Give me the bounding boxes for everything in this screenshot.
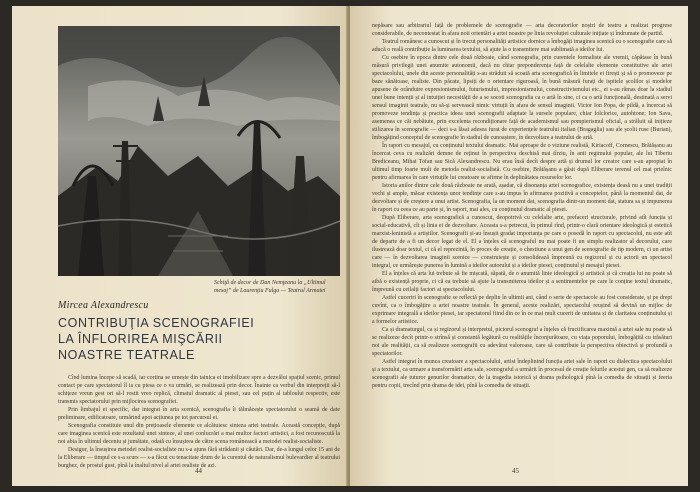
stage-design-illustration [58, 26, 340, 276]
paragraph: Scenografia constituie unul din prețioasele elemente ce alcătuiesc sinteza artei teatrale. Această concepție, după care imaginea scenică este rezultatul unei sinteze, al unei conlucrări a mai multor factori artistici, a fost recunoscută la noi abia în ultimul deceniu și jumătate, odată cu însușirea de către scena românească a metodei realist-socialiste. [58, 423, 340, 445]
paragraph: Astfel integrat în munca creatoare a spectacolului, artist îndeplinind funcția artei sale în raport cu dialectica spectacolului și a textului, ca urmare a transformării arta sale, scenograful a urmărit în procesul de creație felurile acestui gen, ca să realizeze scenografii ale tuturor genurilor dramatice, de la tragedia istorică și drama psihologică pînă la comedia de situații și feeria pentru copii, trecînd prin drama de idei, pînă la comedia de situații. [372, 359, 672, 389]
paragraph: El a înțeles că arta lui trebuie să fie mișcată, săpată, de o anumită linie ideologică și artistică și că creația lui nu poate să aibă o existență proprie, ci că ea trebuie să ajute la transmiterea ideilor și a sentimentelor pe care le conține textul dramatic, împreună cu ceilalți factori ai spectacolului. [372, 271, 672, 293]
paragraph: Cînd lumina începe să scadă, iar cortina se urnește din tainica ei imobilizare spre a dezvălui spațiul scenic, primul contact pe care spectatorul îl ia cu piesa ce o va urmări, se realizează prin decor. Înainte ca verbul din interpreții să-l schițeze vreun gest ori să-l rostit vreo replică, climatul dramatic al piesei, sau cel puțin al tabloului respectiv, este transmis spectatorului prin mijlocirea scenografiei. [58, 375, 340, 405]
paragraph: Ca și dramaturgul, ca și regizorul și interpretul, pictorul scenograf a înțeles că fructificarea maximă a artei sale nu poate să se realizeze decît printr-o strînsă și constantă legătură cu realitățile înconjurătoare, cu viața poporului, îmbogățită cu trăsături noi ale realității, ca să realizeze scenografii cu adevărat valoroase, care să contribuie la perspectiva obiectivă și profundă a spectatorilor. [372, 327, 672, 357]
right-body-text [372, 22, 672, 464]
article-title [58, 315, 338, 363]
title-line: CONTRIBUŢIA SCENOGRAFIEI [58, 316, 255, 330]
paragraph: După Eliberare, arta scenografică a cunoscut, deopotrivă cu celelalte arte, prefaceri structurale, privind atît funcția și social-educativă, cît și linia ei de dezvoltare. Aceasta s-a petrecut, în primul rînd, printr-o clară orientare ideologică și estetică marxist-leninistă a artiștilor. Scenografii și-au însușit gradat importanța pe care o posedă în raport cu spectacolul, nu este atît de departe de a fi un decor legat de el. El a înțeles că scenograful nu mai poate fi un simplu realizator al decorului, care ilustrează doar textul, ci că el reprezintă, în proces de creație, o chestiune a unui gen de scenografie de tip modern, ci un artist care — în dezvoltarea imaginii scenice — construiește și consolidează împreună cu regizorul și cu actorii un spectacol integral, ce urmărește punerea în lumină a ideilor autorului și a ideilor piesei, conținutul și mesajul piesei. [372, 215, 672, 269]
left-body-text [58, 374, 340, 469]
title-line: NOASTRE TEATRALE [58, 348, 195, 362]
paragraph: Teatrul românesc a cunoscut și în trecut personalități artistice dornice a îmbogăți imaginea scenică cu o scenografie care să aducă o reală contribuție la luminarea textului, să ajute la o transmitere mai sublimată a ideilor lui. [372, 39, 672, 53]
paragraph: Prin limbajul ei specific, dar integrat în arta scenică, scenografia îi tălmăcește spectatorului o seamă de date preliminare, edificatoare, urmărind apoi acțiunea pe tot parcursul ei. [58, 407, 340, 421]
left-page [12, 6, 348, 486]
right-page [350, 6, 688, 486]
paragraph: Astfel cuceriri în scenografie se reflectă pe deplin în ultimii ani, când o serie de spectacole au fost considerate, și pe drept cuvînt, ca o îmbogățire a artei noastre teatrale. În general, aceste realizări, spectacolul reușind să devină un mijloc de exprimare integrală a ideilor piesei, iar spectatorul fiind din ce în ce mai mult cucerit de unitatea și de claritatea conținutului și a formelor artistice. [372, 295, 672, 325]
page-number: 44 [195, 467, 202, 475]
illustration-caption: Schiţă de decor de Dan Nemţeanu la „Ultimul mesaj” de Laurenţiu Fulga — Teatrul Armatei [214, 280, 326, 294]
paragraph: Desigur, la însușirea metodei realist-socialiste nu s-a ajuns fără strădanii și căutări. Dar, de-a lungul celor 15 ani de la Eliberare — timpul ce s-a scurs — s-a făcut cu tenacitate drum de la curentul de naturalismul bulevardier al teatrului burghez, de prostul gust, pînă la înaltul nivel al artei realiste de azi. [58, 447, 340, 469]
page-number: 45 [512, 467, 519, 475]
paragraph: În raport cu mesajul, cu conținutul textului dramatic. Mai aproape de o viziune realistă, Kiriacoff, Cornescu, Brătășanu au încercat ceva cu realizări demne de reținut în perspectiva deschisă mai tîrziu, în anii regimului popular, ale lui Tiberiu Brediceanu, Mihai Tofan sau Sică Alexandrescu. Nu erau însă decît despre artă și drumul lor creator care s-au apropiat în ultimul timp foarte mult de metoda realist-socialistă. Cu osebire, Brătășanu a găsit după Eliberare terenul cel mai prielnic pentru afirmarea în care virtuțile lui creatoare se afirme în deplinătatea resurselor lor. [372, 143, 672, 181]
title-line: LA ÎNFLORIREA MIŞCĂRII [58, 332, 223, 346]
article-author: Mircea Alexandrescu [58, 300, 149, 311]
paragraph: nepăsare sau arbitrariul față de problemele de scenografie — arta decoratorilor noștri de teatru a realizat progrese considerabile, de necontestat în afara noii orientări a artei noastre pe linia revoluției culturale inițiate și îndrumate de partid. [372, 23, 672, 37]
paragraph: Istoria anilor dintre cele două războaie ne arată, așadar, că disonanța artei scenografice, existența deasă nu a unei tradiții vechi și ample, măcar existența unor tendințe care s-au impus în afirmarea pozitivă a conceptelor, până la momentul dat, de dezvoltare și de creștere a unui artist. Scenografia, la un moment dat, scenografia dintr-un moment dat, statura sa și impunerea în raport cu ceea ce au parte și, în raport, mai ales, cu conținutul dramatic al piesei. [372, 183, 672, 213]
paragraph: Cu osebire în epoca dintre cele două războaie, când scenografia, prin curentele formaliste ale vremii, căpătase în bună măsură privilegii unei anumite autonomii, dacă nu chiar preponderența față de celelalte elemente constitutive ale artei spectacolului, unele din aceste personalități s-au străduit să scoată arta scenografică în limitele ei firești și să o promoveze pe baze sănătoase, realiste. Din păcate, lipsiți de o orientare riguroasă, în bună măsură furați de ispitele școlilor și modelor apusene de orânduire expresionismului, futurismului, impresionismului, constructivismului etc., ei s-au rămas doar la stadiul unei bune intenții și al intuiției necesității de a se socoti scenografia ca o artă în sine, ci ca o artă funcțională, destinată a servi sensul imaginii teatrale, nu să-și servească nimic virtuții în afara de sensul imaginii. Victor Ion Popa, de pildă, a încercat să promoveze tendința și practica ideea unei scenografii adaptate la sursele populare, chiar folclorice, autohtone; Ion Sava, asemenea ce căi nebătute, prin excelenta recondiționare față de academismul sau pompierismul oficial, a străluit să inițieze stilizarea în scenografie — deci s-a lăsat adesea furat de experiențele teatrului italian (Bragaglia) sau ale școlii ruse (Burian), îmbogățind conceptul de scenografie în stadiul de cunoaștere, în dezvoltare a teatrului de artă. [372, 55, 672, 141]
